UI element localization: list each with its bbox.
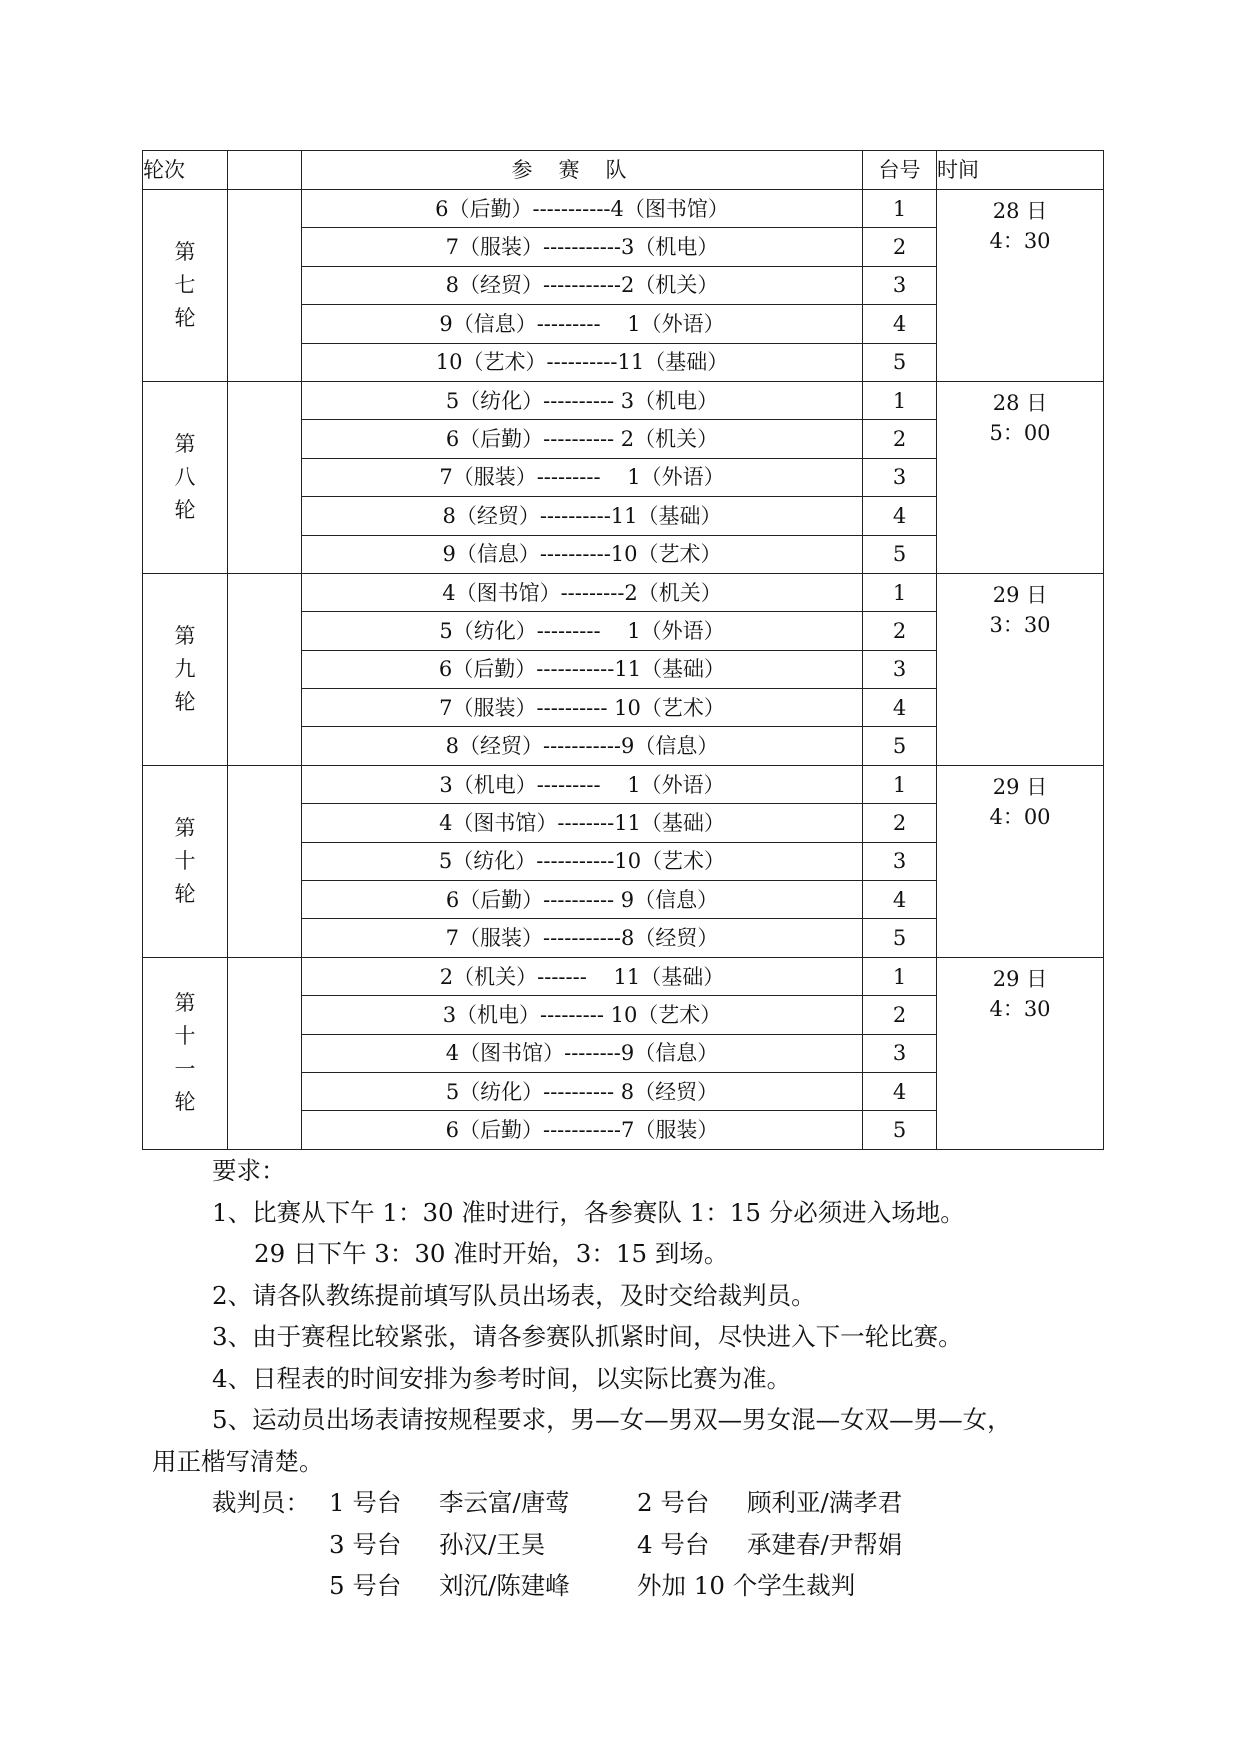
- referee-names-2: 顾利亚/满孝君: [747, 1488, 903, 1517]
- table-row: [143, 190, 1104, 228]
- requirements-section: [152, 1150, 1142, 1607]
- table-row: [143, 957, 1104, 995]
- header-time: 时间: [937, 151, 1104, 190]
- schedule-body: [143, 190, 1104, 1150]
- requirement-item-5-continued: 用正楷写清楚。: [152, 1446, 324, 1476]
- match-cell: 6（后勤）---------- 9（信息）: [302, 881, 863, 919]
- match-cell: 6（后勤）-----------4（图书馆）: [302, 190, 863, 228]
- round-label: 第 八 轮: [174, 431, 196, 522]
- match-cell: 8（经贸）-----------9（信息）: [302, 727, 863, 765]
- match-cell: 5（纺化）-----------10（艺术）: [302, 842, 863, 880]
- table-row: [143, 573, 1104, 611]
- time-cell: [937, 765, 1104, 957]
- table-number-cell: 2: [863, 612, 937, 650]
- time-day: 29 日: [992, 582, 1048, 607]
- time-clock: 4：00: [989, 804, 1051, 829]
- table-number-cell: 1: [863, 381, 937, 419]
- round-cell: [143, 957, 228, 1149]
- blank-cell: [228, 381, 302, 573]
- table-row: [143, 765, 1104, 803]
- match-cell: 3（机电）--------- 10（艺术）: [302, 996, 863, 1034]
- time-clock: 4：30: [989, 229, 1051, 253]
- match-cell: 4（图书馆）--------11（基础）: [302, 804, 863, 842]
- blank-cell: [228, 765, 302, 957]
- requirement-item-3: 3、由于赛程比较紧张，请各参赛队抓紧时间，尽快进入下一轮比赛。: [212, 1322, 963, 1351]
- requirement-item-5: 5、运动员出场表请按规程要求，男—女—男双—男女混—女双—男—女，: [212, 1405, 1012, 1434]
- table-number-cell: 3: [863, 266, 937, 304]
- referee-line-1: [152, 1482, 1142, 1524]
- time-day: 28 日: [992, 390, 1048, 415]
- referee-table-1: 1 号台: [329, 1488, 402, 1517]
- table-number-cell: 4: [863, 305, 937, 343]
- time-clock: 4：30: [989, 996, 1051, 1021]
- referee-names-4: 承建春/尹帮娟: [747, 1529, 903, 1559]
- table-number-cell: 3: [863, 1034, 937, 1072]
- table-number-cell: 4: [863, 497, 937, 535]
- round-cell: [143, 573, 228, 765]
- match-cell: 9（信息）----------10（艺术）: [302, 535, 863, 573]
- header-blank: [228, 151, 302, 190]
- referee-names-1: 李云富/唐莺: [439, 1488, 570, 1517]
- referee-table-5: 5 号台: [329, 1571, 402, 1600]
- match-cell: 7（服装）---------- 10（艺术）: [302, 689, 863, 727]
- table-number-cell: 2: [863, 804, 937, 842]
- time-cell: [937, 957, 1104, 1149]
- table-number-cell: 1: [863, 573, 937, 611]
- match-cell: 10（艺术）----------11（基础）: [302, 343, 863, 381]
- table-header-row: [143, 151, 1104, 190]
- round-cell: [143, 765, 228, 957]
- blank-cell: [228, 573, 302, 765]
- table-number-cell: 2: [863, 420, 937, 458]
- table-number-cell: 1: [863, 957, 937, 995]
- table-number-cell: 2: [863, 996, 937, 1034]
- match-cell: 6（后勤）-----------11（基础）: [302, 650, 863, 688]
- round-label: 第 十 轮: [174, 815, 196, 906]
- match-cell: 5（纺化）---------- 8（经贸）: [302, 1072, 863, 1110]
- header-round: 轮次: [143, 151, 228, 190]
- table-number-cell: 5: [863, 1111, 937, 1149]
- match-cell: 7（服装）--------- 1（外语）: [302, 458, 863, 496]
- requirement-item-1: 1、比赛从下午 1：30 准时进行，各参赛队 1：15 分必须进入场地。: [212, 1197, 965, 1227]
- table-number-cell: 3: [863, 842, 937, 880]
- blank-cell: [228, 190, 302, 382]
- round-label: 第 九 轮: [174, 623, 196, 714]
- round-cell: [143, 381, 228, 573]
- header-teams: 参赛队: [302, 151, 863, 190]
- referee-label: 裁判员：: [212, 1488, 310, 1517]
- referee-names-3: 孙汉/王昊: [439, 1529, 546, 1559]
- match-cell: 8（经贸）----------11（基础）: [302, 497, 863, 535]
- table-number-cell: 5: [863, 535, 937, 573]
- table-number-cell: 3: [863, 650, 937, 688]
- referee-extra: 外加 10 个学生裁判: [637, 1571, 856, 1600]
- requirements-title: 要求：: [212, 1156, 286, 1185]
- referee-table-2: 2 号台: [637, 1488, 710, 1517]
- referee-line-2: [152, 1524, 1142, 1566]
- referee-names-5: 刘沉/陈建峰: [439, 1571, 570, 1600]
- match-cell: 4（图书馆）---------2（机关）: [302, 573, 863, 611]
- match-cell: 6（后勤）---------- 2（机关）: [302, 420, 863, 458]
- time-cell: [937, 381, 1104, 573]
- time-cell: [937, 190, 1104, 382]
- table-number-cell: 1: [863, 765, 937, 803]
- time-day: 29 日: [992, 966, 1048, 991]
- time-day: 29 日: [992, 774, 1048, 799]
- schedule-table: [142, 150, 1104, 1150]
- match-cell: 6（后勤）-----------7（服装）: [302, 1111, 863, 1149]
- match-cell: 5（纺化）--------- 1（外语）: [302, 612, 863, 650]
- table-number-cell: 1: [863, 190, 937, 228]
- match-cell: 9（信息）--------- 1（外语）: [302, 305, 863, 343]
- table-number-cell: 4: [863, 1072, 937, 1110]
- match-cell: 7（服装）-----------3（机电）: [302, 228, 863, 266]
- requirement-item-2: 2、请各队教练提前填写队员出场表，及时交给裁判员。: [212, 1280, 816, 1310]
- referee-line-3: [152, 1565, 1142, 1607]
- referee-table-4: 4 号台: [637, 1529, 710, 1559]
- match-cell: 7（服装）-----------8（经贸）: [302, 919, 863, 957]
- round-label: 第 七 轮: [174, 239, 196, 330]
- round-cell: [143, 190, 228, 382]
- table-number-cell: 5: [863, 919, 937, 957]
- requirement-item-4: 4、日程表的时间安排为参考时间，以实际比赛为准。: [212, 1363, 792, 1393]
- table-number-cell: 5: [863, 343, 937, 381]
- match-cell: 3（机电）--------- 1（外语）: [302, 765, 863, 803]
- header-table-number: 台号: [863, 151, 937, 190]
- table-row: [143, 381, 1104, 419]
- table-number-cell: 2: [863, 228, 937, 266]
- match-cell: 8（经贸）-----------2（机关）: [302, 266, 863, 304]
- time-cell: [937, 573, 1104, 765]
- blank-cell: [228, 957, 302, 1149]
- table-number-cell: 3: [863, 458, 937, 496]
- time-clock: 3：30: [989, 612, 1051, 637]
- match-cell: 4（图书馆）--------9（信息）: [302, 1034, 863, 1072]
- table-number-cell: 5: [863, 727, 937, 765]
- table-number-cell: 4: [863, 689, 937, 727]
- round-label: 第 十 一 轮: [174, 991, 196, 1115]
- requirement-item-1-continued: 29 日下午 3：30 准时开始，3：15 到场。: [254, 1239, 729, 1268]
- table-number-cell: 4: [863, 881, 937, 919]
- referee-table-3: 3 号台: [329, 1529, 402, 1559]
- time-day: 28 日: [992, 199, 1048, 223]
- match-cell: 5（纺化）---------- 3（机电）: [302, 381, 863, 419]
- match-cell: 2（机关）------- 11（基础）: [302, 957, 863, 995]
- time-clock: 5：00: [989, 420, 1051, 445]
